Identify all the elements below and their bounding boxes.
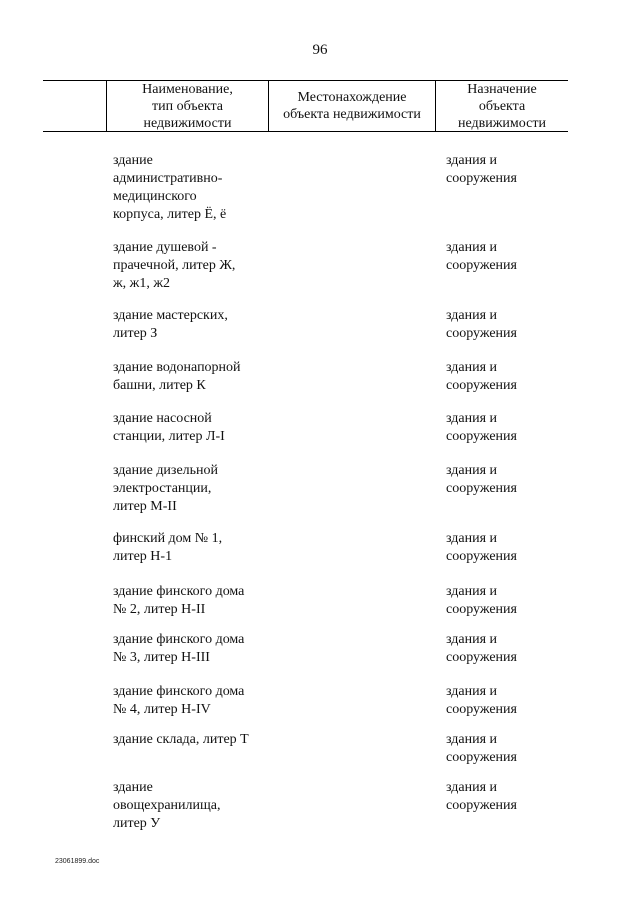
property-name: здание склада, литер Т xyxy=(113,732,249,747)
property-name: здание финского дома № 2, литер Н-II xyxy=(113,584,245,617)
property-purpose: здания и сооружения xyxy=(446,531,517,564)
property-purpose: здания и сооружения xyxy=(446,780,517,813)
property-purpose: здания и сооружения xyxy=(446,732,517,765)
property-name: здание административно- медицинского корпуса, литер Ё, ё xyxy=(113,153,227,222)
property-purpose: здания и сооружения xyxy=(446,308,517,341)
header-purpose: Назначение объекта недвижимости xyxy=(458,81,546,131)
property-name: здание финского дома № 4, литер Н-IV xyxy=(113,684,245,717)
property-name: здание душевой - прачечной, литер Ж, ж, ж1, ж2 xyxy=(113,240,236,291)
property-name: здание водонапорной башни, литер К xyxy=(113,360,241,393)
property-purpose: здания и сооружения xyxy=(446,684,517,717)
property-name: здание овощехранилища, литер У xyxy=(113,780,221,831)
property-purpose: здания и сооружения xyxy=(446,360,517,393)
property-name: здание финского дома № 3, литер Н-III xyxy=(113,632,245,665)
header-location: Местонахождение объекта недвижимости xyxy=(283,90,421,122)
property-name: здание насосной станции, литер Л-I xyxy=(113,411,225,444)
property-name: здание дизельной электростанции, литер М-II xyxy=(113,463,219,514)
property-purpose: здания и сооружения xyxy=(446,632,517,665)
property-purpose: здания и сооружения xyxy=(446,463,517,496)
header-name: Наименование, тип объекта недвижимости xyxy=(142,81,233,131)
property-name: здание мастерских, литер З xyxy=(113,308,228,341)
property-purpose: здания и сооружения xyxy=(446,240,517,273)
property-purpose: здания и сооружения xyxy=(446,411,517,444)
page-number: 96 xyxy=(312,42,328,58)
document-filename: 23061899.doc xyxy=(55,858,100,865)
property-name: финский дом № 1, литер Н-1 xyxy=(113,531,223,564)
property-purpose: здания и сооружения xyxy=(446,153,517,186)
property-purpose: здания и сооружения xyxy=(446,584,517,617)
